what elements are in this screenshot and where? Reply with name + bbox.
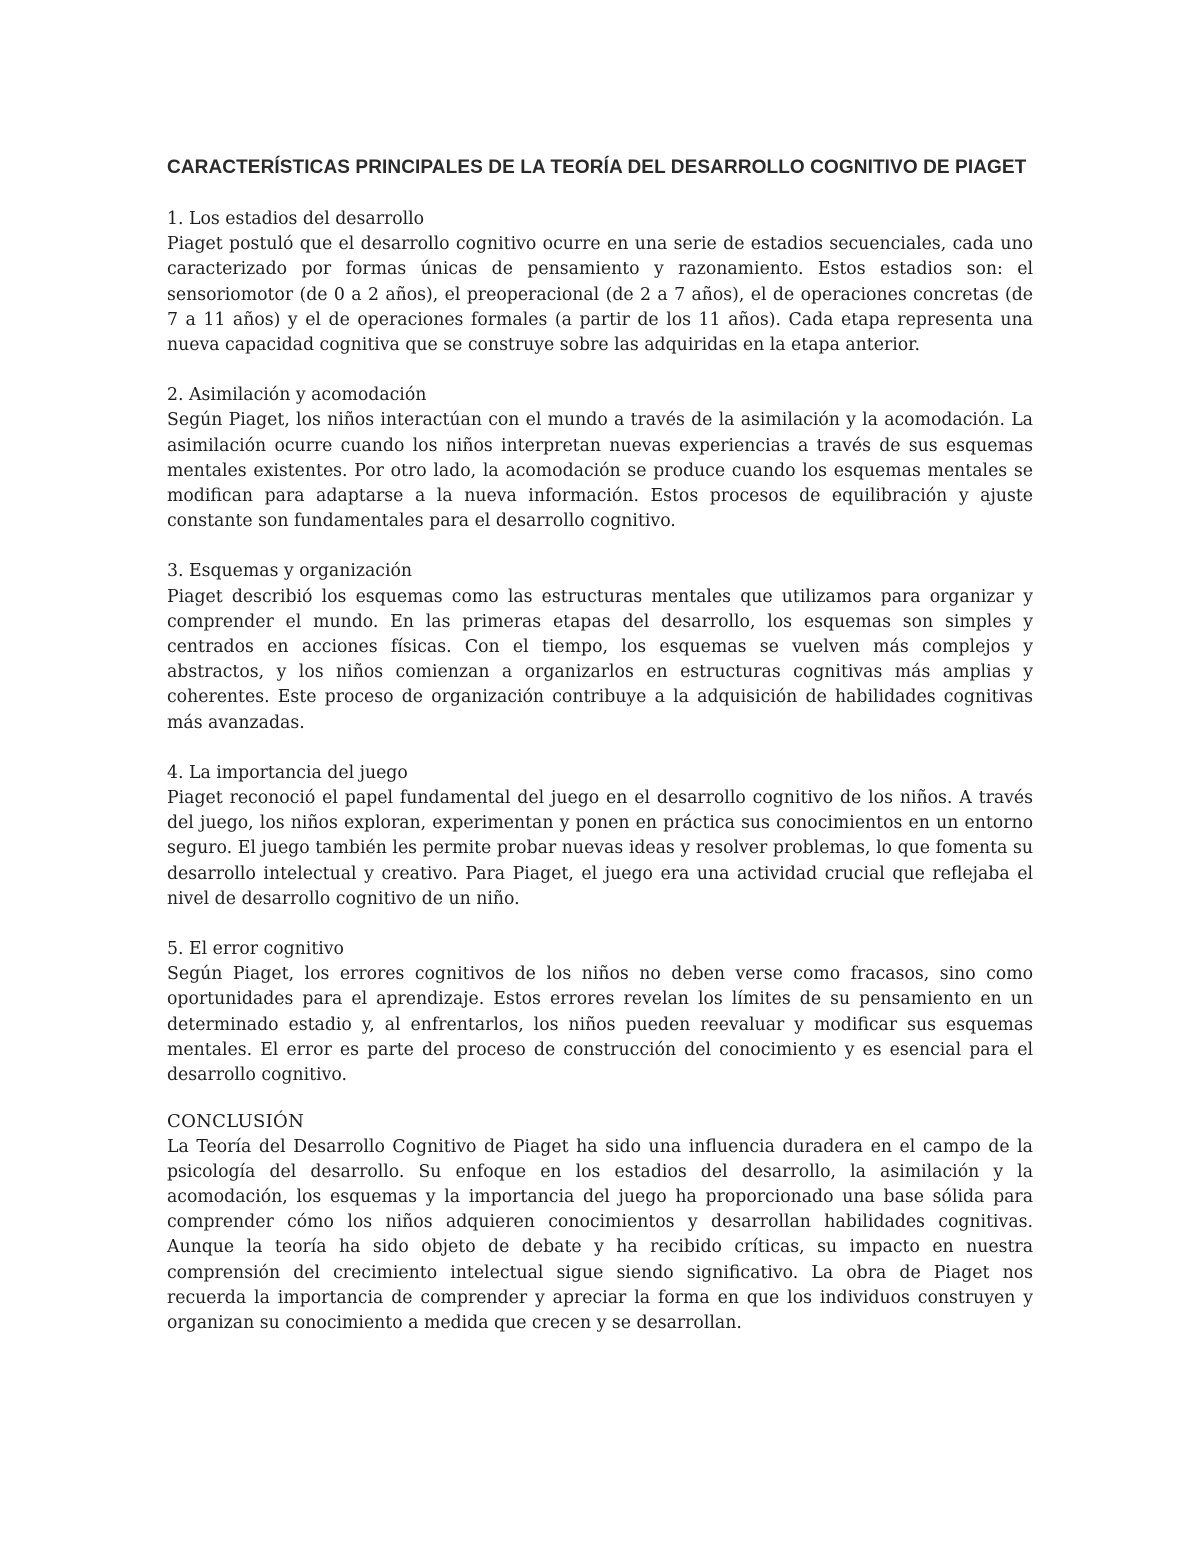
section-error bbox=[167, 937, 1033, 1088]
section-body: Piaget postuló que el desarrollo cognitivo ocurre en una serie de estadios secuenciales, cada uno caracterizado por formas únicas de pensamiento y razonamiento. Estos estadios son: el sensoriomotor (de 0 a 2 años), el preoperacional (de 2 a 7 años), el de operaciones concretas (de 7 a 11 años) y el de operaciones formales (a partir de los 11 años). Cada etapa representa una nueva capacidad cognitiva que se construye sobre las adquiridas en la etapa anterior. bbox=[167, 234, 1033, 356]
section-body: Según Piaget, los errores cognitivos de los niños no deben verse como fracasos, sino como oportunidades para el aprendizaje. Estos errores revelan los límites de su pensamiento en un determinado estadio y, al enfrentarlos, los niños pueden reevaluar y modificar sus esquemas mentales. El error es parte del proceso de construcción del conocimiento y es esencial para el desarrollo cognitivo. bbox=[167, 964, 1033, 1086]
section-heading: 4. La importancia del juego bbox=[167, 762, 408, 783]
document-title: CARACTERÍSTICAS PRINCIPALES DE LA TEORÍA DEL DESARROLLO COGNITIVO DE PIAGET bbox=[167, 157, 1027, 178]
section-conclusion bbox=[167, 1109, 1033, 1336]
section-esquemas bbox=[167, 559, 1033, 735]
conclusion-heading: CONCLUSIÓN bbox=[167, 1111, 305, 1133]
conclusion-body: La Teoría del Desarrollo Cognitivo de Piaget ha sido una influencia duradera en el campo de la psicología del desarrollo. Su enfoque en los estadios del desarrollo, la asimilación y la acomodación, los esquemas y la importancia del juego ha proporcionado una base sólida para comprender cómo los niños adquieren conocimientos y desarrollan habilidades cognitivas. Aunque la teoría ha sido objeto de debate y ha recibido críticas, su impacto en nuestra comprensión del crecimiento intelectual sigue siendo significativo. La obra de Piaget nos recuerda la importancia de comprender y apreciar la forma en que los individuos construyen y organizan su conocimiento a medida que crecen y se desarrollan. bbox=[167, 1136, 1033, 1333]
section-juego bbox=[167, 761, 1033, 912]
section-estadios bbox=[167, 207, 1033, 358]
section-body: Piaget reconoció el papel fundamental del juego en el desarrollo cognitivo de los niños. A través del juego, los niños exploran, experimentan y ponen en práctica sus conocimientos en un entorno seguro. El juego también les permite probar nuevas ideas y resolver problemas, lo que fomenta su desarrollo intelectual y creativo. Para Piaget, el juego era una actividad crucial que reflejaba el nivel de desarrollo cognitivo de un niño. bbox=[167, 788, 1033, 909]
document-content bbox=[167, 155, 1033, 1361]
section-body: Según Piaget, los niños interactúan con el mundo a través de la asimilación y la acomodación. La asimilación ocurre cuando los niños interpretan nuevas experiencias a través de sus esquemas mentales existentes. Por otro lado, la acomodación se produce cuando los esquemas mentales se modifican para adaptarse a la nueva información. Estos procesos de equilibración y ajuste constante son fundamentales para el desarrollo cognitivo. bbox=[167, 410, 1033, 532]
section-body: Piaget describió los esquemas como las estructuras mentales que utilizamos para organizar y comprender el mundo. En las primeras etapas del desarrollo, los esquemas son simples y centrados en acciones físicas. Con el tiempo, los esquemas se vuelven más complejos y abstractos, y los niños comienzan a organizarlos en estructuras cognitivas más amplias y coherentes. Este proceso de organización contribuye a la adquisición de habilidades cognitivas más avanzadas. bbox=[167, 586, 1033, 733]
section-heading: 3. Esquemas y organización bbox=[167, 561, 413, 582]
section-heading: 1. Los estadios del desarrollo bbox=[167, 209, 425, 229]
section-asimilacion bbox=[167, 383, 1033, 534]
section-heading: 5. El error cognitivo bbox=[167, 939, 344, 960]
section-heading: 2. Asimilación y acomodación bbox=[167, 385, 427, 406]
